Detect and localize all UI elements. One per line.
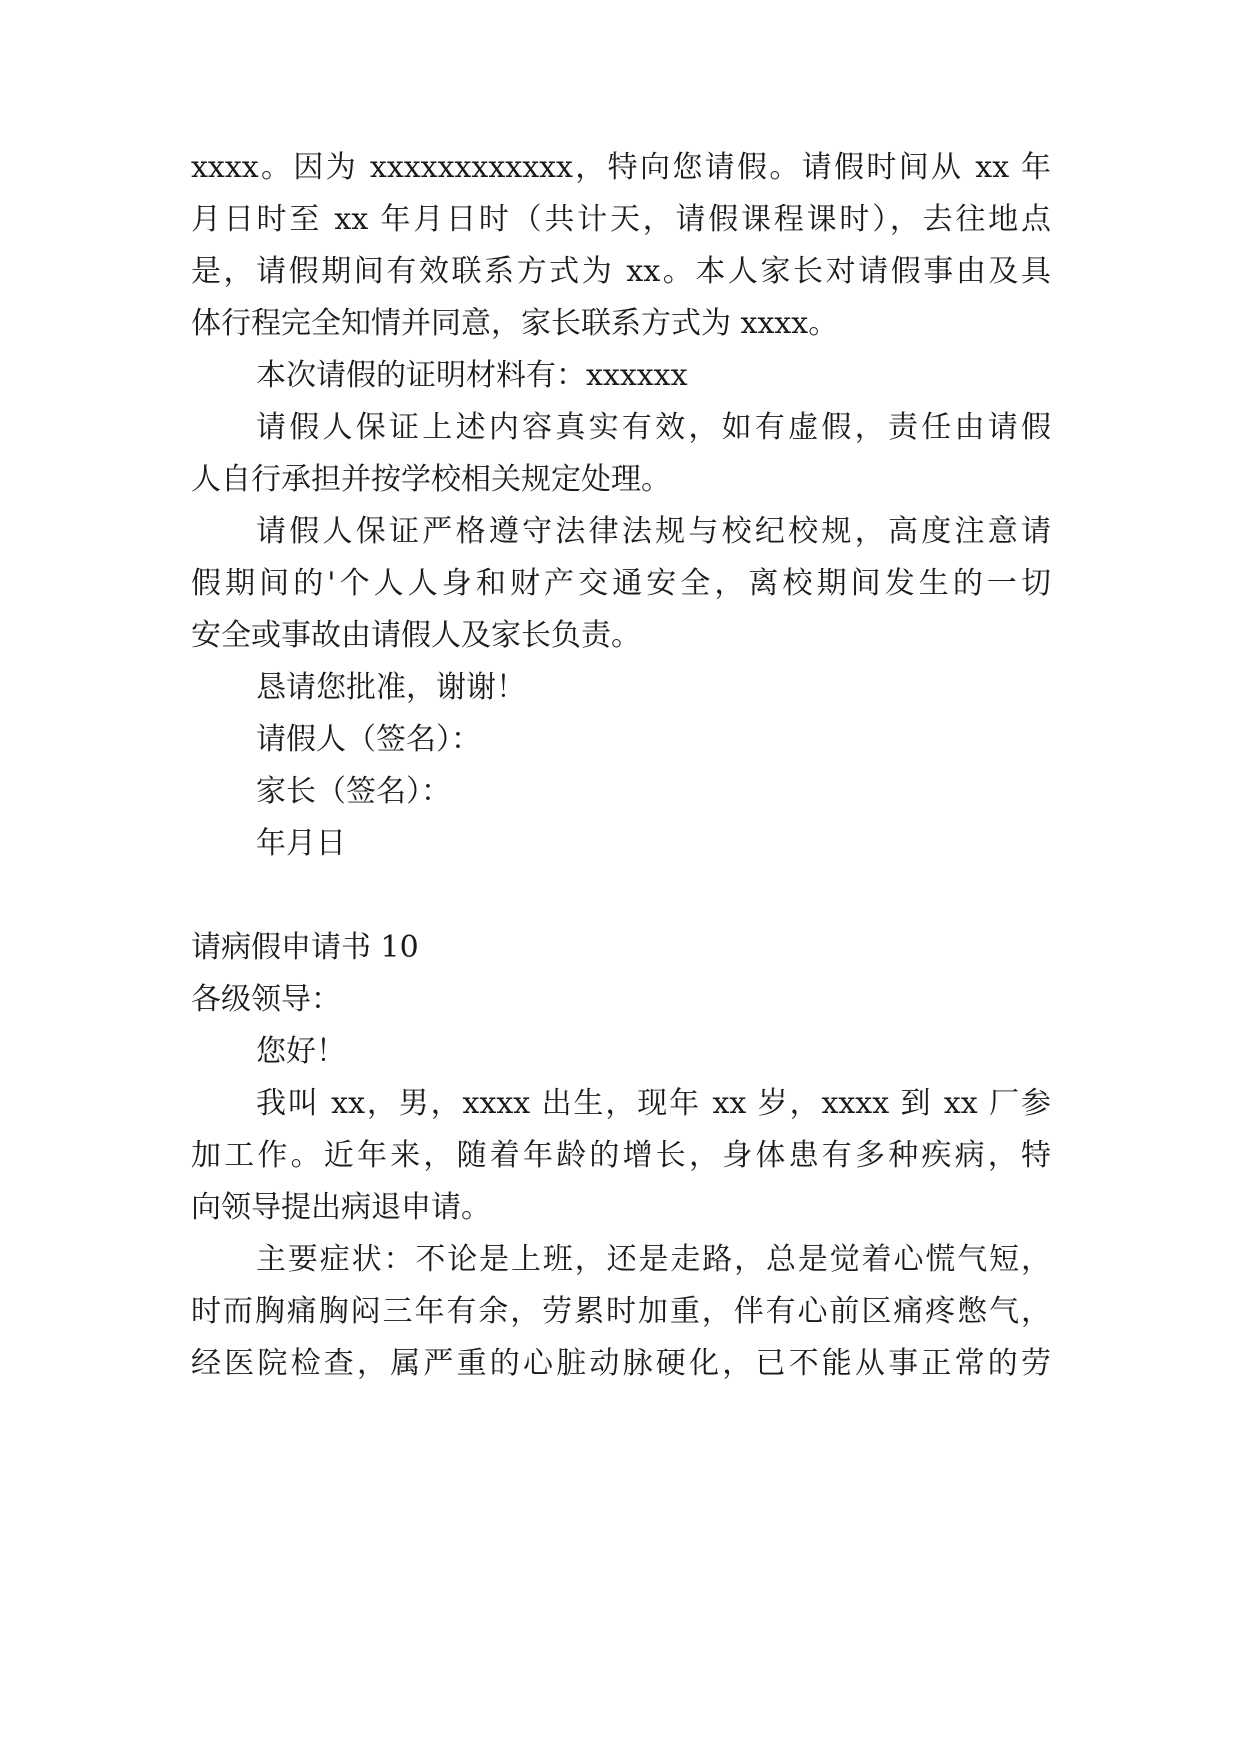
closing-line: 恳请您批准，谢谢！ [256, 670, 526, 705]
body-line: 我叫 xx，男，xxxx 出生，现年 xx 岁，xxxx 到 xx 厂参 [256, 1086, 1051, 1121]
body-line: 假期间的'个人人身和财产交通安全，离校期间发生的一切 [191, 566, 1051, 601]
body-line: 经医院检查，属严重的心脏动脉硬化，已不能从事正常的劳 [191, 1346, 1051, 1381]
section-title: 请病假申请书 10 [191, 930, 419, 965]
body-line: 人自行承担并按学校相关规定处理。 [191, 462, 671, 497]
body-line: 请假人保证上述内容真实有效，如有虚假，责任由请假 [256, 410, 1051, 445]
body-line: 是，请假期间有效联系方式为 xx。本人家长对请假事由及具 [191, 254, 1051, 289]
body-line: 体行程完全知情并同意，家长联系方式为 xxxx。 [191, 306, 839, 341]
date-line: 年月日 [256, 826, 346, 861]
evidence-line: 本次请假的证明材料有：xxxxxx [256, 358, 688, 393]
body-line: 主要症状：不论是上班，还是走路，总是觉着心慌气短， [256, 1242, 1051, 1277]
body-line: 请假人保证严格遵守法律法规与校纪校规，高度注意请 [256, 514, 1051, 549]
greeting: 您好！ [256, 1034, 346, 1069]
parent-signature-line: 家长（签名）： [256, 774, 451, 809]
body-line: xxxx。因为 xxxxxxxxxxxx，特向您请假。请假时间从 xx 年 [191, 150, 1051, 185]
body-line: 安全或事故由请假人及家长负责。 [191, 618, 641, 653]
body-line: 加工作。近年来，随着年龄的增长，身体患有多种疾病，特 [191, 1138, 1051, 1173]
salutation: 各级领导： [191, 982, 341, 1017]
body-line: 时而胸痛胸闷三年有余，劳累时加重，伴有心前区痛疼憋气， [191, 1294, 1051, 1329]
applicant-signature-line: 请假人（签名）： [256, 722, 481, 757]
body-line: 向领导提出病退申请。 [191, 1190, 491, 1225]
body-line: 月日时至 xx 年月日时（共计天，请假课程课时），去往地点 [191, 202, 1051, 237]
